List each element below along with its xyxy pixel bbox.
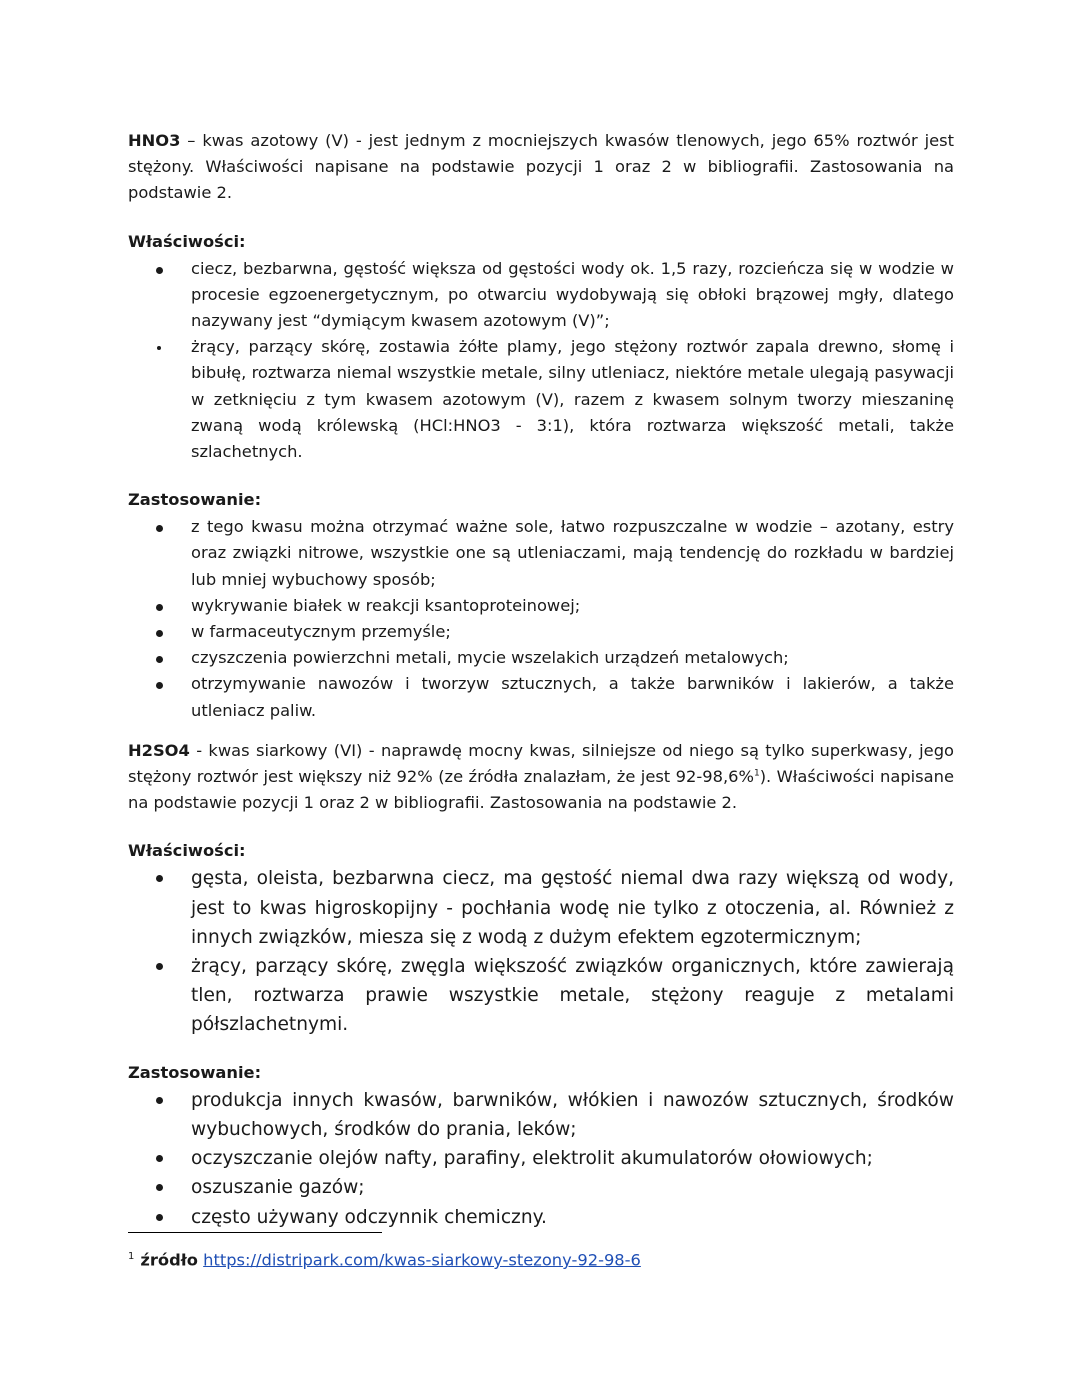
bullet-icon — [156, 656, 163, 663]
list-item: z tego kwasu można otrzymać ważne sole, łatwo rozpuszczalne w wodzie – azotany, estry oraz związki nitrowe, wszystkie one są utleniaczami, mają tendencję do rozkładu w bardziej lub mniej wybuchowy sposób; — [128, 514, 954, 593]
bullet-icon — [156, 875, 163, 882]
document-page — [128, 128, 954, 1232]
list-item: ciecz, bezbarwna, gęstość większa od gęstości wody ok. 1,5 razy, rozcieńcza się w wodzie w procesie egzoenergetycznym, po otwarciu wydobywają się obłoki brązowej mgły, dlatego nazywany jest “dymiącym kwasem azotowym (V)”; — [128, 256, 954, 335]
list-item: produkcja innych kwasów, barwników, włókien i nawozów sztucznych, środków wybuchowych, środków do prania, leków; — [128, 1086, 954, 1144]
bullet-icon — [156, 1097, 163, 1104]
list-item: wykrywanie białek w reakcji ksantoproteinowej; — [128, 593, 954, 619]
bullet-icon — [156, 525, 163, 532]
list-item: żrący, parzący skórę, zostawia żółte plamy, jego stężony roztwór zapala drewno, słomę i bibułę, roztwarza niemal wszystkie metale, silny utleniacz, niektóre metale ulegają pasywacji w zetknięciu z tym kwasem azotowym (V), razem z kwasem solnym tworzy mieszaninę zwaną wodą królewską (HCl:HNO3 - 3:1), która roztwarza większość metali, także szlachetnych. — [128, 334, 954, 465]
hno3-intro — [128, 128, 954, 207]
bullet-icon — [156, 630, 163, 637]
footnote-divider — [128, 1232, 382, 1233]
hno3-uses-heading: Zastosowanie: — [128, 490, 262, 510]
list-item: otrzymywanie nawozów i tworzyw sztucznych, a także barwników i lakierów, a także utleniacz paliw. — [128, 671, 954, 723]
bullet-icon — [156, 963, 163, 970]
bullet-icon — [156, 1184, 163, 1191]
h2so4-formula: H2SO4 — [128, 740, 190, 760]
list-item: oczyszczanie olejów nafty, parafiny, elektrolit akumulatorów ołowiowych; — [128, 1144, 954, 1173]
h2so4-uses-heading: Zastosowanie: — [128, 1062, 262, 1082]
hno3-formula: HNO3 — [128, 131, 181, 150]
list-item: oszuszanie gazów; — [128, 1173, 954, 1202]
h2so4-properties-list — [128, 864, 954, 1039]
list-item: czyszczenia powierzchni metali, mycie wszelakich urządzeń metalowych; — [128, 645, 954, 671]
footnote — [128, 1245, 641, 1272]
bullet-icon — [156, 604, 163, 611]
bullet-icon — [156, 682, 163, 689]
bullet-icon — [156, 1214, 163, 1221]
hno3-properties-list — [128, 256, 954, 466]
hno3-properties-heading: Właściwości: — [128, 231, 246, 251]
bullet-icon — [156, 1155, 163, 1162]
list-item: w farmaceutycznym przemyśle; — [128, 619, 954, 645]
footnote-number: 1 — [128, 1251, 135, 1262]
h2so4-properties-heading: Właściwości: — [128, 841, 246, 861]
bullet-icon — [157, 346, 161, 350]
footnote-ref[interactable]: 1 — [753, 768, 760, 779]
footnote-label: źródło — [140, 1250, 198, 1270]
h2so4-uses-list — [128, 1086, 954, 1232]
h2so4-intro: H2SO4 - kwas siarkowy (VI) - naprawdę mocny kwas, silniejsze od niego są tylko superkwasy, jego stężony roztwór jest większy niż 92% (ze źródła znalazłam, że jest 92-98,6%$^1$). Właściwości napisane na podstawie pozycji 1 oraz 2 w bibliografii. Zastosowania na podstawie 2. — [128, 740, 954, 813]
footnote-link[interactable]: https://distripark.com/kwas-siarkowy-stezony-92-98-6 — [203, 1250, 641, 1270]
bullet-icon — [156, 267, 163, 274]
list-item: gęsta, oleista, bezbarwna ciecz, ma gęstość niemal dwa razy większą od wody, jest to kwas higroskopijny - pochłania wodę nie tylko z otoczenia, al. Również z innych związków, miesza się z wodą z dużym efektem egzotermicznym; — [128, 864, 954, 952]
hno3-intro-text: – kwas azotowy (V) - jest jednym z mocniejszych kwasów tlenowych, jego 65% roztwór jest stężony. Właściwości napisane na podstawie pozycji 1 oraz 2 w bibliografii. Zastosowania na podstawie 2. — [128, 131, 954, 203]
hno3-uses-list — [128, 514, 954, 724]
list-item: często używany odczynnik chemiczny. — [128, 1203, 954, 1232]
list-item: żrący, parzący skórę, zwęgla większość związków organicznych, które zawierają tlen, roztwarza prawie wszystkie metale, stężony reaguje z metalami półszlachetnymi. — [128, 952, 954, 1040]
